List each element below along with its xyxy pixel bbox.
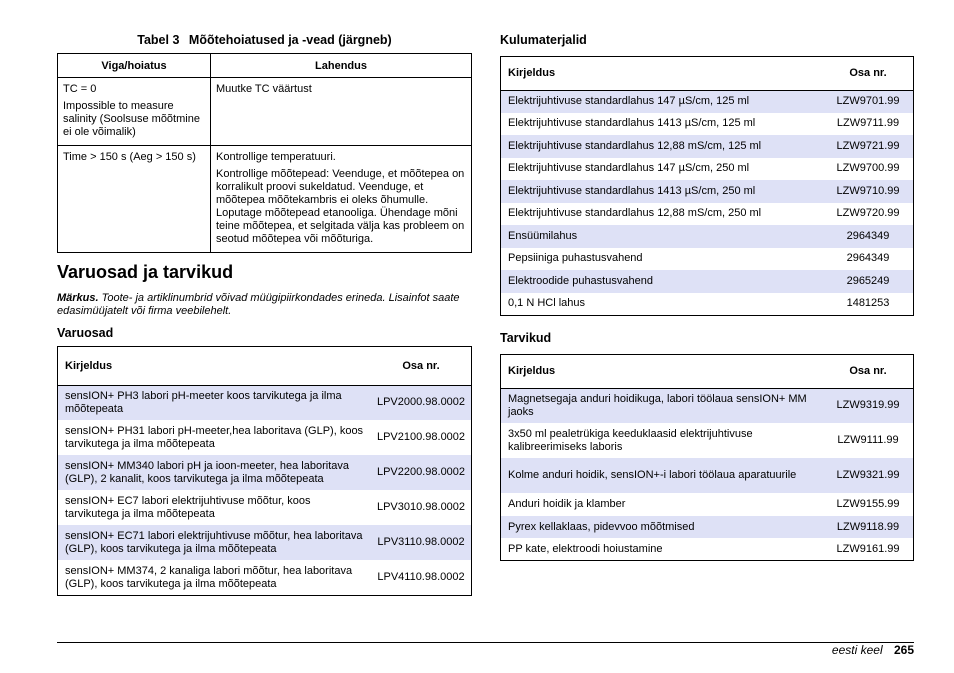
part-number: LZW9161.99 (836, 542, 900, 555)
part-description: Elektrijuhtivuse standardlahus 147 µS/cm, 250 ml (508, 162, 750, 175)
part-number: LPV3010.98.0002 (376, 501, 466, 513)
table-row (501, 180, 913, 203)
table-caption-title: Mõõtehoiatused ja -vead (järgneb) (188, 33, 392, 47)
part-description: sensION+ PH31 labori pH-meeter,hea laboritava (GLP), koos tarvikutega ja ilma mõõtepeata (65, 424, 364, 450)
error-table (57, 53, 472, 253)
table-row (58, 385, 471, 420)
footer-rule (57, 642, 914, 643)
part-description: 0,1 N HCl lahus (508, 297, 586, 310)
solution-cell (211, 78, 472, 146)
error-text: TC = 0 (63, 83, 97, 95)
table-row (501, 225, 913, 248)
footer (832, 643, 914, 657)
part-number: LZW9700.99 (836, 162, 900, 175)
table-row (58, 455, 471, 490)
table-row (501, 293, 913, 316)
page-number: 265 (893, 643, 914, 657)
part-number: LPV3110.98.0002 (371, 525, 471, 560)
note-label: Märkus. (57, 292, 99, 304)
tarvikud-table (500, 354, 914, 561)
table-row (501, 458, 913, 493)
part-number: LZW9710.99 (823, 180, 913, 203)
table-row (501, 516, 913, 538)
part-description: Elektroodide puhastusvahend (501, 270, 823, 293)
table-row (58, 78, 472, 146)
part-number: LZW9701.99 (823, 90, 913, 113)
part-number: LZW9321.99 (823, 458, 913, 493)
part-description: sensION+ EC71 labori elektrijuhtivuse mõõtur, hea laboritava (GLP), koos tarvikutega ja ilma mõõtepeata (58, 525, 371, 560)
part-description: Elektrijuhtivuse standardlahus 147 µS/cm, 125 ml (501, 90, 823, 113)
solution-cell (211, 146, 472, 253)
part-number: LPV2000.98.0002 (371, 385, 471, 420)
table-row (501, 158, 913, 181)
varuosad-heading: Varuosad (57, 326, 114, 340)
table-row (501, 203, 913, 226)
kulumaterjalid-table (500, 56, 914, 316)
table-row (58, 146, 472, 253)
table-row (58, 490, 471, 525)
error-cell (58, 146, 211, 253)
table-row (58, 560, 471, 595)
table-row (501, 135, 913, 158)
part-number: LPV2100.98.0002 (376, 431, 466, 443)
part-description: 3x50 ml pealetrükiga keeduklaasid elektrijuhtivuse kalibreerimiseks laboris (508, 427, 753, 453)
part-number: LZW9720.99 (836, 207, 900, 220)
part-description: Ensüümilahus (501, 225, 823, 248)
error-text: Time > 150 s (Aeg > 150 s) (63, 151, 196, 163)
note-text: Toote- ja artiklinumbrid võivad müügipiirkondades erineda. Lisainfot saate edasimüüjatelt või firma veebilehelt. (57, 292, 460, 317)
note (57, 292, 472, 318)
kulumaterjalid-heading: Kulumaterjalid (500, 33, 587, 47)
part-number: LZW9319.99 (823, 388, 913, 423)
part-number: LPV4110.98.0002 (377, 571, 465, 583)
part-description: sensION+ EC7 labori elektrijuhtivuse mõõtur, koos tarvikutega ja ilma mõõtepeata (65, 494, 311, 520)
tarvikud-header-part-number: Osa nr. (823, 355, 913, 388)
table-row (501, 493, 913, 516)
error-table-header-error: Viga/hoiatus (58, 54, 211, 78)
table-row (501, 90, 913, 113)
part-description: Elektrijuhtivuse standardlahus 1413 µS/cm, 125 ml (508, 117, 756, 130)
part-number: LZW9711.99 (836, 117, 900, 130)
error-table-header-solution: Lahendus (211, 54, 472, 78)
part-description: Elektrijuhtivuse standardlahus 12,88 mS/cm, 250 ml (508, 207, 762, 220)
varuosad-table (57, 346, 472, 596)
part-number: LZW9118.99 (823, 516, 913, 538)
kulumaterjalid-header-description: Kirjeldus (501, 57, 823, 90)
table-row (501, 538, 913, 560)
part-number: LZW9111.99 (837, 434, 899, 446)
part-number: 2964349 (846, 252, 890, 265)
part-description: sensION+ MM374, 2 kanaliga labori mõõtur, hea laboritava (GLP), koos tarvikutega ja ilma mõõtepeata (65, 564, 353, 590)
part-description: sensION+ PH3 labori pH-meeter koos tarvikutega ja ilma mõõtepeata (58, 385, 371, 420)
varuosad-header-description: Kirjeldus (58, 347, 371, 385)
part-number: LZW9155.99 (836, 498, 900, 510)
error-text: Impossible to measure salinity (Soolsuse mõõtmine ei ole võimalik) (63, 100, 200, 138)
table-row (501, 270, 913, 293)
part-description: Magnetsegaja anduri hoidikuga, labori töölaua sensION+ MM jaoks (501, 388, 823, 423)
table-row (501, 388, 913, 423)
section-title: Varuosad ja tarvikud (57, 262, 234, 282)
part-number: 2965249 (823, 270, 913, 293)
part-number: 1481253 (846, 297, 890, 310)
part-description: sensION+ MM340 labori pH ja ioon-meeter, hea laboritava (GLP), 2 kanalit, koos tarvikutega ja ilma mõõtepeata (58, 455, 371, 490)
kulumaterjalid-header-part-number: Osa nr. (823, 57, 913, 90)
table-row (501, 423, 913, 458)
footer-language: eesti keel (831, 643, 883, 657)
part-description: PP kate, elektroodi hoiustamine (508, 542, 663, 555)
part-description: Elektrijuhtivuse standardlahus 1413 µS/cm, 250 ml (501, 180, 823, 203)
table-row (501, 113, 913, 136)
table-caption (57, 33, 472, 47)
part-number: LPV2200.98.0002 (371, 455, 471, 490)
solution-text: Muutke TC väärtust (216, 83, 312, 95)
tarvikud-header-description: Kirjeldus (501, 355, 823, 388)
varuosad-header-part-number: Osa nr. (371, 347, 471, 385)
solution-text: Kontrollige mõõtepead: Veenduge, et mõõtepea on korralikult proovi sukeldatud. Veenduge, et mõõtepea mõõtekambris ei oleks õhumulle. Loputage mõõtepead etanooliga. Ühendage mõni teine mõõtepea, et selgitada välja kas probleem on seotud mõõtepea või mõõturiga. (216, 168, 465, 245)
table-row (501, 248, 913, 271)
part-description: Elektrijuhtivuse standardlahus 12,88 mS/cm, 125 ml (501, 135, 823, 158)
table-caption-number: Tabel 3 (137, 33, 180, 47)
solution-text: Kontrollige temperatuuri. (216, 151, 336, 163)
part-description: Pyrex kellaklaas, pidevvoo mõõtmised (501, 516, 823, 538)
table-row (58, 525, 471, 560)
table-row (58, 420, 471, 455)
part-description: Anduri hoidik ja klamber (508, 498, 626, 510)
part-number: LZW9721.99 (823, 135, 913, 158)
part-description: Kolme anduri hoidik, sensION+-i labori töölaua aparatuurile (501, 458, 823, 493)
tarvikud-heading: Tarvikud (500, 331, 552, 345)
error-cell (58, 78, 211, 146)
part-description: Pepsiiniga puhastusvahend (508, 252, 643, 265)
part-number: 2964349 (823, 225, 913, 248)
